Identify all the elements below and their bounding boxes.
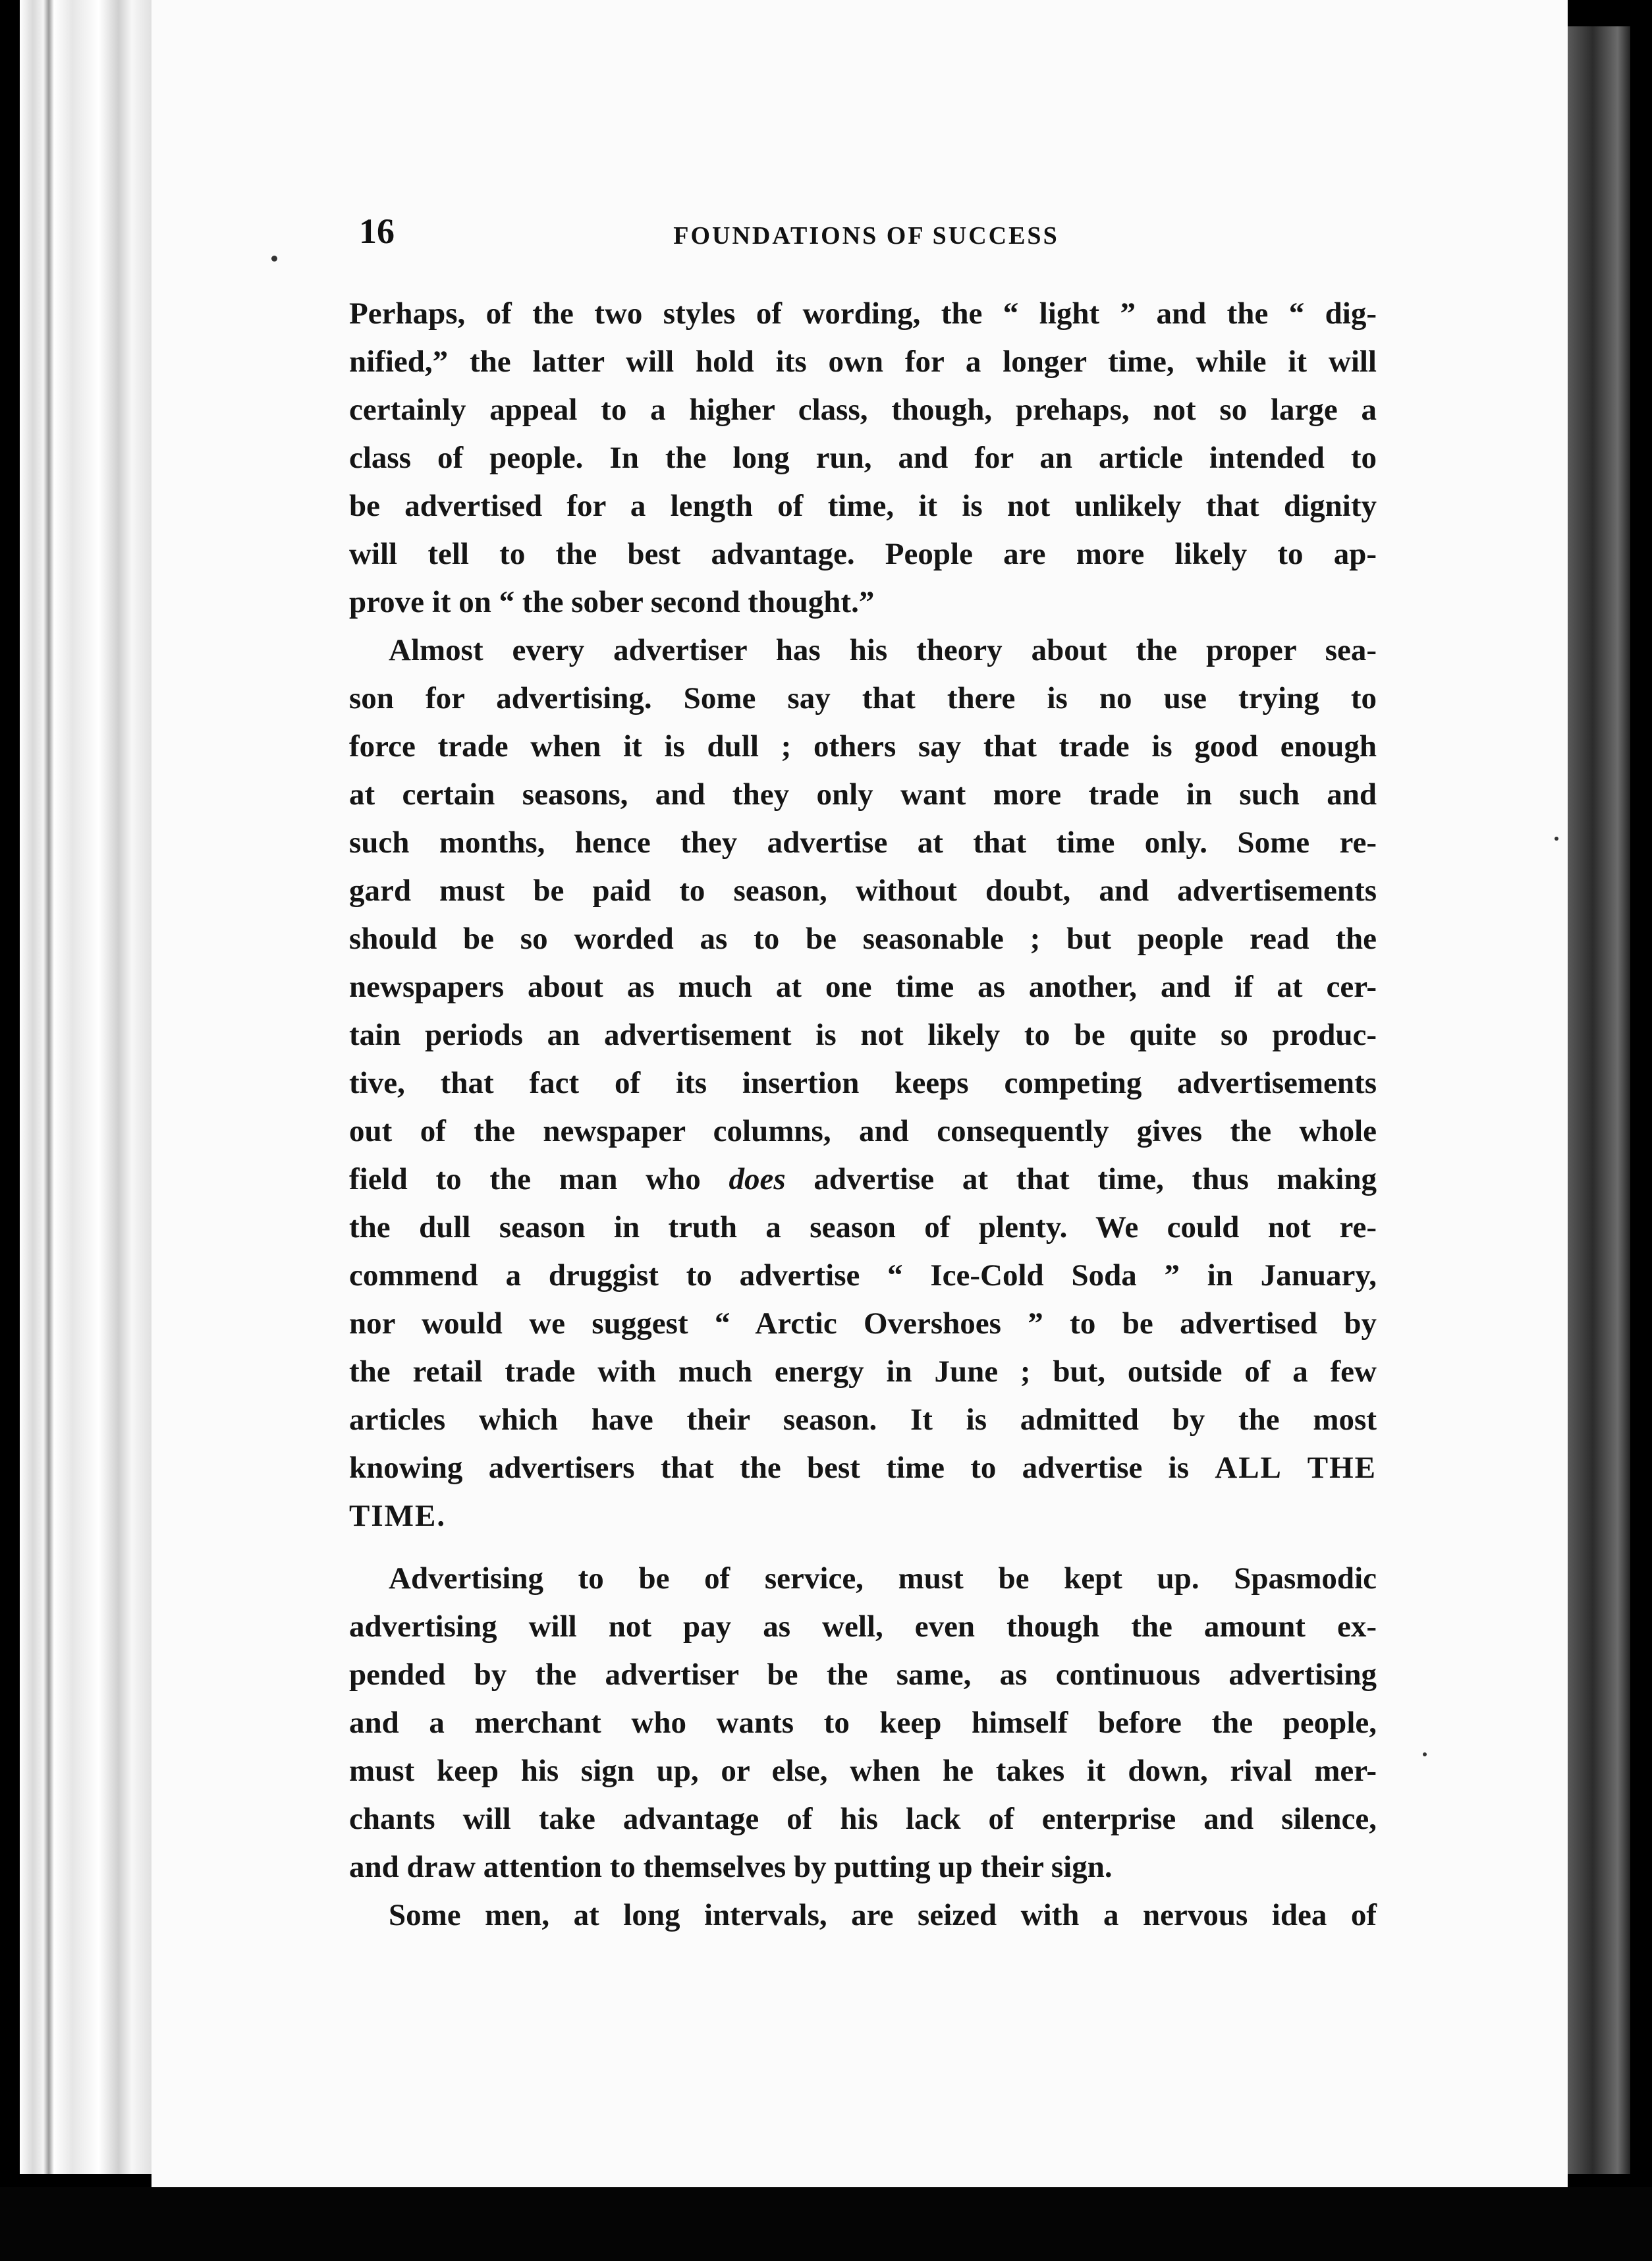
- text-line: TIME.: [349, 1499, 447, 1533]
- text-line: such months, hence they advertise at that time only. Some re-: [349, 825, 1377, 860]
- text-line: will tell to the best advantage. People are more likely to ap-: [349, 537, 1377, 571]
- body-text: [349, 290, 1377, 1940]
- text-line: class of people. In the long run, and for an article intended to: [349, 441, 1377, 475]
- text-line: advertising will not pay as well, even though the amount ex-: [349, 1609, 1377, 1644]
- text-line: articles which have their season. It is admitted by the most: [349, 1403, 1377, 1437]
- text-line: should be so worded as to be seasonable ; but people read the: [349, 922, 1377, 956]
- text-line: prove it on “ the sober second thought.”: [349, 585, 875, 619]
- text-line: [349, 1156, 1377, 1204]
- text-span: advertise at that time, thus making: [813, 1162, 1377, 1196]
- page-number: 16: [359, 211, 395, 251]
- text-line: the dull season in truth a season of plenty. We could not re-: [349, 1210, 1377, 1244]
- text-line: Some men, at long intervals, are seized with a nervous idea of: [389, 1898, 1377, 1932]
- text-span: knowing advertisers that the best time to advertise is: [349, 1451, 1189, 1485]
- text-line: and a merchant who wants to keep himself before the people,: [349, 1706, 1377, 1740]
- text-line: Almost every advertiser has his theory about the proper sea-: [389, 633, 1377, 667]
- paragraph-gap: [349, 1540, 1377, 1555]
- dust-speck: [271, 256, 277, 262]
- dust-speck: [1423, 1752, 1427, 1756]
- page-header: [359, 211, 1373, 264]
- paragraph: [349, 1555, 1377, 1891]
- text-line: the retail trade with much energy in June ; but, outside of a few: [349, 1354, 1377, 1389]
- page-edge-shadow: [1568, 26, 1630, 2174]
- text-line: at certain seasons, and they only want more trade in such and: [349, 777, 1377, 812]
- small-caps-emphasis: ALL THE: [1215, 1451, 1377, 1485]
- paragraph: [349, 1891, 1377, 1940]
- text-line: Advertising to be of service, must be kept up. Spasmodic: [389, 1561, 1377, 1596]
- text-line: certainly appeal to a higher class, though, prehaps, not so large a: [349, 393, 1377, 427]
- text-line: pended by the advertiser be the same, as continuous advertising: [349, 1658, 1377, 1692]
- text-line: be advertised for a length of time, it is not unlikely that dignity: [349, 489, 1377, 523]
- text-line: nified,” the latter will hold its own for a longer time, while it will: [349, 345, 1377, 379]
- text-line: Perhaps, of the two styles of wording, the “ light ” and the “ dig-: [349, 296, 1377, 331]
- book-binding-edge: [20, 0, 151, 2174]
- text-line: nor would we suggest “ Arctic Overshoes ” to be advertised by: [349, 1306, 1377, 1341]
- text-line: out of the newspaper columns, and consequently gives the whole: [349, 1114, 1377, 1148]
- text-span: field to the man who: [349, 1162, 701, 1196]
- text-line: and draw attention to themselves by putting up their sign.: [349, 1850, 1113, 1884]
- text-line: newspapers about as much at one time as another, and if at cer-: [349, 970, 1377, 1004]
- text-line: gard must be paid to season, without doubt, and advertisements: [349, 874, 1377, 908]
- text-line: tive, that fact of its insertion keeps competing advertisements: [349, 1066, 1377, 1100]
- paragraph: [349, 627, 1377, 1540]
- text-line: son for advertising. Some say that there is no use trying to: [349, 681, 1377, 715]
- paragraph: [349, 290, 1377, 627]
- dust-speck: [1555, 837, 1558, 841]
- text-line: force trade when it is dull ; others say that trade is good enough: [349, 729, 1377, 764]
- text-line: commend a druggist to advertise “ Ice-Cold Soda ” in January,: [349, 1258, 1377, 1293]
- running-title: FOUNDATIONS OF SUCCESS: [673, 222, 1059, 250]
- text-line: tain periods an advertisement is not likely to be quite so produc-: [349, 1018, 1377, 1052]
- italic-emphasis: does: [729, 1162, 786, 1196]
- text-line: chants will take advantage of his lack of enterprise and silence,: [349, 1802, 1377, 1836]
- scan-bottom-border: [0, 2187, 1652, 2261]
- text-line: must keep his sign up, or else, when he takes it down, rival mer-: [349, 1754, 1377, 1788]
- text-line: [349, 1444, 1377, 1492]
